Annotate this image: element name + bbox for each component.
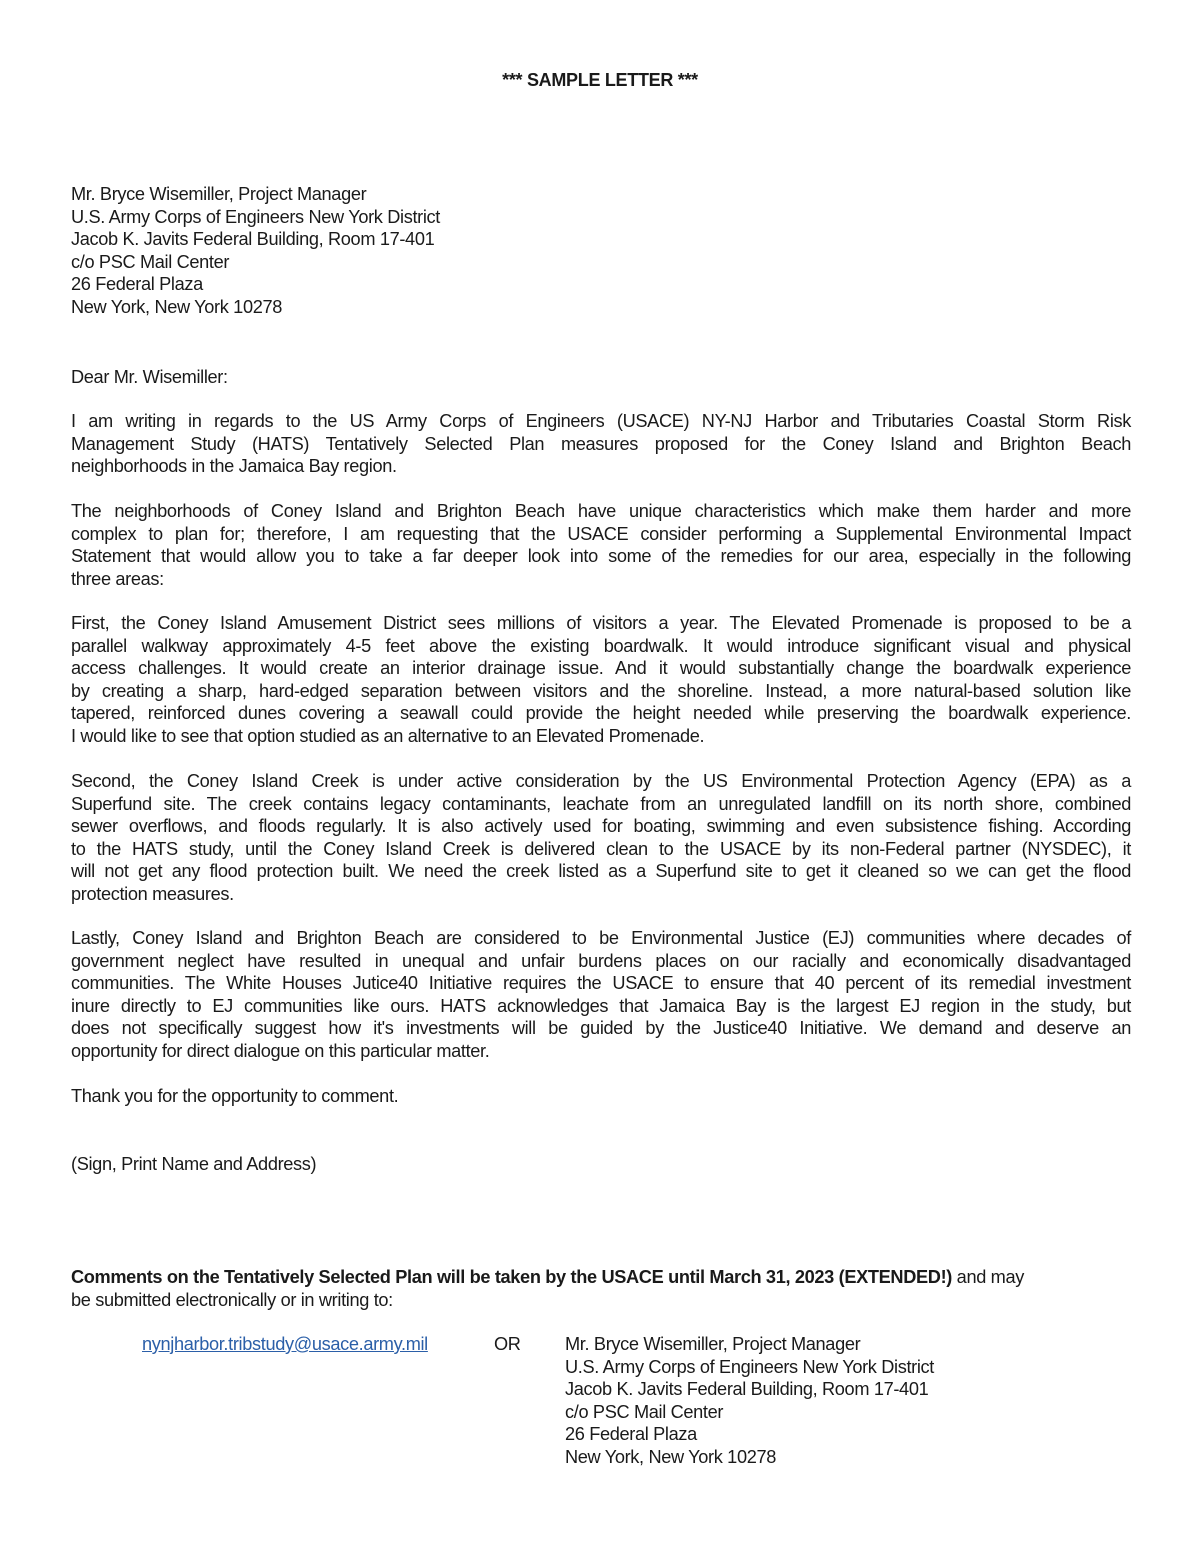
closing xyxy=(71,1085,1131,1108)
paragraph-line: government neglect have resulted in unequal and unfair burdens places on our racially and economically disadvantaged xyxy=(71,950,1131,971)
address-line: 26 Federal Plaza xyxy=(71,274,203,294)
address-line: U.S. Army Corps of Engineers New York District xyxy=(71,206,440,227)
paragraph-line: I would like to see that option studied as an alternative to an Elevated Promenade. xyxy=(71,725,705,746)
paragraph-line: Superfund site. The creek contains legacy contaminants, leachate from an unregulated landfill on its north shore, combined xyxy=(71,793,1131,814)
address-line: Mr. Bryce Wisemiller, Project Manager xyxy=(565,1334,861,1354)
paragraph-line: three areas: xyxy=(71,568,164,589)
address-line: U.S. Army Corps of Engineers New York District xyxy=(565,1356,934,1377)
recipient-address xyxy=(71,183,1131,318)
comment-deadline-notice xyxy=(71,1266,1131,1311)
address-line: New York, New York 10278 xyxy=(71,296,283,317)
paragraph-line: inure directly to EJ communities like ours. HATS acknowledges that Jamaica Bay is the largest EJ region in the study, but xyxy=(71,995,1131,1016)
paragraph-first-point xyxy=(71,612,1131,747)
paragraph-line: does not specifically suggest how it's investments will be guided by the Justice40 Initiative. We demand and deserve an xyxy=(71,1018,1131,1038)
paragraph-line: protection measures. xyxy=(71,883,234,904)
paragraph-line: I am writing in regards to the US Army Corps of Engineers (USACE) NY-NJ Harbor and Tributaries Coastal Storm Risk xyxy=(71,411,1131,431)
paragraph-line: tapered, reinforced dunes covering a seawall could provide the height needed while preserving the boardwalk experience. xyxy=(71,703,1131,723)
paragraph-third-point xyxy=(71,927,1131,1062)
paragraph-line: First, the Coney Island Amusement District sees millions of visitors a year. The Elevated Promenade is proposed to be a xyxy=(71,613,1131,633)
address-line: Jacob K. Javits Federal Building, Room 17-401 xyxy=(71,229,435,249)
or-label: OR xyxy=(494,1334,521,1354)
paragraph-request xyxy=(71,500,1131,590)
paragraph-line: Management Study (HATS) Tentatively Selected Plan measures proposed for the Coney Island and Brighton Beach xyxy=(71,433,1131,454)
address-line: Jacob K. Javits Federal Building, Room 17-401 xyxy=(565,1379,929,1399)
salutation xyxy=(71,366,1131,389)
email-link[interactable]: nynjharbor.tribstudy@usace.army.mil xyxy=(142,1334,428,1354)
page-title: *** SAMPLE LETTER *** xyxy=(502,70,698,90)
signature-instruction-text: (Sign, Print Name and Address) xyxy=(71,1154,317,1174)
salutation-text: Dear Mr. Wisemiller: xyxy=(71,367,228,387)
paragraph-line: by creating a sharp, hard-edged separation between visitors and the shoreline. Instead, a more natural-based solution like xyxy=(71,680,1131,701)
paragraph-line: parallel walkway approximately 4-5 feet above the existing boardwalk. It would introduce significant visual and physical xyxy=(71,635,1131,656)
address-line: 26 Federal Plaza xyxy=(565,1424,697,1444)
mailing-address xyxy=(565,1333,934,1468)
address-line: c/o PSC Mail Center xyxy=(565,1401,724,1422)
address-line: Mr. Bryce Wisemiller, Project Manager xyxy=(71,184,367,204)
signature-instruction xyxy=(71,1153,1131,1176)
paragraph-line: will not get any flood protection built. We need the creek listed as a Superfund site to get it cleaned so we can get the flood xyxy=(71,861,1131,881)
paragraph-line: opportunity for direct dialogue on this particular matter. xyxy=(71,1040,490,1061)
paragraph-line: access challenges. It would create an interior drainage issue. And it would substantially change the boardwalk experience xyxy=(71,658,1131,678)
paragraph-line: Lastly, Coney Island and Brighton Beach are considered to be Environmental Justice (EJ) communities where decades of xyxy=(71,928,1131,948)
paragraph-line: Second, the Coney Island Creek is under active consideration by the US Environmental Protection Agency (EPA) as a xyxy=(71,771,1131,791)
paragraph-line: Statement that would allow you to take a far deeper look into some of the remedies for our area, especially in the following xyxy=(71,546,1131,566)
deadline-rest-text: and may xyxy=(951,1267,1024,1287)
deadline-second-line: be submitted electronically or in writing to: xyxy=(71,1289,393,1310)
paragraph-line: communities. The White Houses Jutice40 Initiative requires the USACE to ensure that 40 percent of its remedial investment xyxy=(71,973,1131,993)
deadline-bold-text: Comments on the Tentatively Selected Plan will be taken by the USACE until March 31, 2023 (EXTENDED!) xyxy=(71,1267,952,1287)
closing-text: Thank you for the opportunity to comment. xyxy=(71,1086,399,1106)
paragraph-line: to the HATS study, until the Coney Island Creek is delivered clean to the USACE by its non-Federal partner (NYSDEC), it xyxy=(71,838,1131,859)
paragraph-line: neighborhoods in the Jamaica Bay region. xyxy=(71,456,397,476)
address-line: New York, New York 10278 xyxy=(565,1446,777,1467)
paragraph-line: sewer overflows, and floods regularly. It is also actively used for boating, swimming and even subsistence fishing. According xyxy=(71,816,1131,836)
paragraph-second-point xyxy=(71,770,1131,905)
address-line: c/o PSC Mail Center xyxy=(71,251,230,272)
paragraph-line: complex to plan for; therefore, I am requesting that the USACE consider performing a Supplemental Environmental Impact xyxy=(71,523,1131,544)
paragraph-intro xyxy=(71,410,1131,478)
paragraph-line: The neighborhoods of Coney Island and Brighton Beach have unique characteristics which make them harder and more xyxy=(71,501,1131,521)
